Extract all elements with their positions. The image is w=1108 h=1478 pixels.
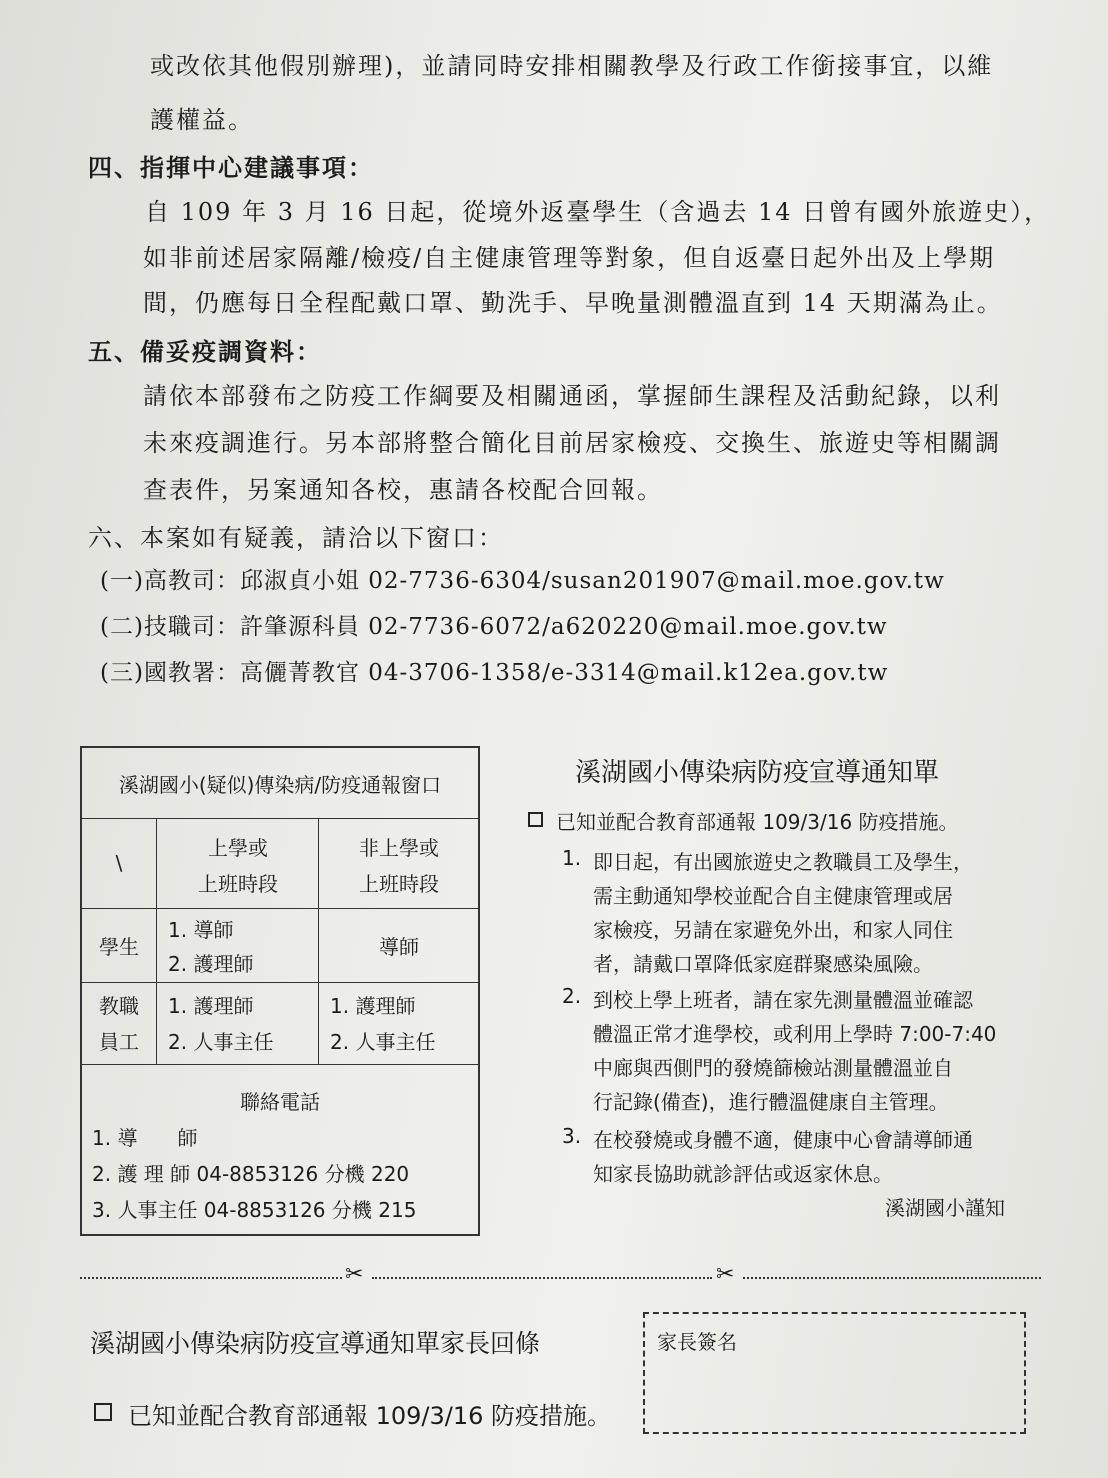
table-title: 溪湖國小(疑似)傳染病/防疫通報窗口	[118, 772, 442, 797]
cut-line	[80, 1277, 342, 1279]
row-label-staff: 教職 員工	[99, 994, 139, 1054]
section-4-line: 如非前述居家隔離/檢疫/自主健康管理等對象，但自返臺日起外出及上學期	[143, 244, 996, 272]
notice-item-1-line: 家檢疫，另請在家避免外出，和家人同住	[593, 918, 953, 942]
cut-line	[372, 1277, 712, 1279]
section-4-line: 自 109 年 3 月 16 日起，從境外返臺學生（含過去 14 日曾有國外旅遊史），	[145, 198, 1051, 226]
section-4-line: 間，仍應每日全程配戴口罩、勤洗手、早晚量測體溫直到 14 天期滿為止。	[143, 289, 1003, 317]
staff-school-hours-contacts: 1. 護理師 2. 人事主任	[168, 994, 274, 1054]
notice-acknowledge-checkbox[interactable]	[528, 812, 543, 827]
cut-line	[743, 1277, 1041, 1279]
notice-signoff: 溪湖國小謹知	[885, 1196, 1005, 1220]
section-6-heading: 六、本案如有疑義，請洽以下窗口：	[88, 524, 504, 552]
notice-item-number: 2.	[562, 984, 582, 1008]
notice-item-number: 3.	[562, 1124, 582, 1148]
section-5-heading: 五、備妥疫調資料：	[88, 337, 322, 366]
column-header-school-hours: 上學或 上班時段	[198, 836, 278, 896]
notice-item-1-line: 需主動通知學校並配合自主健康管理或居	[593, 884, 953, 908]
section-5-line: 未來疫調進行。另本部將整合簡化目前居家檢疫、交換生、旅遊史等相關調	[143, 429, 1001, 457]
notice-item-2-line: 體溫正常才進學校，或利用上學時 7:00-7:40	[593, 1022, 997, 1046]
section-5-line: 請依本部發布之防疫工作綱要及相關通函，掌握師生課程及活動紀錄，以利	[143, 382, 1001, 410]
staff-non-school-hours-contacts: 1. 護理師 2. 人事主任	[330, 994, 436, 1054]
notice-item-2-line: 行記錄(備查)，進行體溫健康自主管理。	[593, 1090, 949, 1114]
student-non-school-hours-contact: 導師	[379, 934, 419, 959]
notice-item-2-line: 中廊與西側門的發燒篩檢站測量體溫並自	[593, 1056, 953, 1080]
contact-line-k12: (三)國教署：高儷菁教官 04-3706-1358/e-3314@mail.k12ea.gov.tw	[100, 660, 889, 686]
phone-section-title: 聯絡電話	[240, 1090, 320, 1114]
notice-acknowledge-label: 已知並配合教育部通報 109/3/16 防疫措施。	[556, 810, 959, 834]
parent-signature-label: 家長簽名	[657, 1330, 737, 1354]
notice-title: 溪湖國小傳染病防疫宣導通知單	[575, 758, 940, 788]
reply-acknowledge-checkbox[interactable]	[94, 1403, 112, 1421]
contact-line-technical: (二)技職司：許肇源科員 02-7736-6072/a620220@mail.moe.gov.tw	[100, 614, 888, 640]
row-label-student: 學生	[99, 934, 139, 959]
table-corner-mark: \	[115, 851, 123, 875]
paragraph-continuation-line: 或改依其他假別辦理)，並請同時安排相關教學及行政工作銜接事宜，以維	[150, 52, 994, 80]
contact-window-table	[80, 746, 480, 1236]
scissors-icon: ✂	[716, 1262, 735, 1287]
section-5-line: 查表件，另案通知各校，惠請各校配合回報。	[143, 476, 663, 504]
notice-item-1-line: 即日起，有出國旅遊史之教職員工及學生，	[593, 850, 973, 874]
reply-acknowledge-label: 已知並配合教育部通報 109/3/16 防疫措施。	[128, 1402, 612, 1430]
notice-item-3-line: 在校發燒或身體不適，健康中心會請導師通	[593, 1128, 973, 1152]
notice-item-1-line: 者，請戴口罩降低家庭群聚感染風險。	[593, 952, 933, 976]
reply-slip-title: 溪湖國小傳染病防疫宣導通知單家長回條	[90, 1329, 541, 1358]
notice-item-2-line: 到校上學上班者，請在家先測量體溫並確認	[593, 988, 973, 1012]
section-4-heading: 四、指揮中心建議事項：	[88, 153, 374, 182]
phone-line-nurse: 2. 護 理 師 04-8853126 分機 220	[92, 1162, 410, 1186]
student-school-hours-contacts: 1. 導師 2. 護理師	[168, 918, 254, 976]
parent-signature-box[interactable]	[643, 1312, 1026, 1434]
column-header-non-school-hours: 非上學或 上班時段	[359, 836, 439, 896]
phone-line-personnel: 3. 人事主任 04-8853126 分機 215	[92, 1198, 417, 1222]
notice-item-number: 1.	[562, 846, 582, 870]
contact-line-higher-ed: (一)高教司：邱淑貞小姐 02-7736-6304/susan201907@mail.moe.gov.tw	[100, 568, 945, 594]
scissors-icon: ✂	[345, 1262, 364, 1287]
paragraph-continuation-line: 護權益。	[150, 106, 254, 134]
phone-line-homeroom: 1. 導 師	[92, 1126, 198, 1150]
notice-item-3-line: 知家長協助就診評估或返家休息。	[593, 1162, 893, 1186]
